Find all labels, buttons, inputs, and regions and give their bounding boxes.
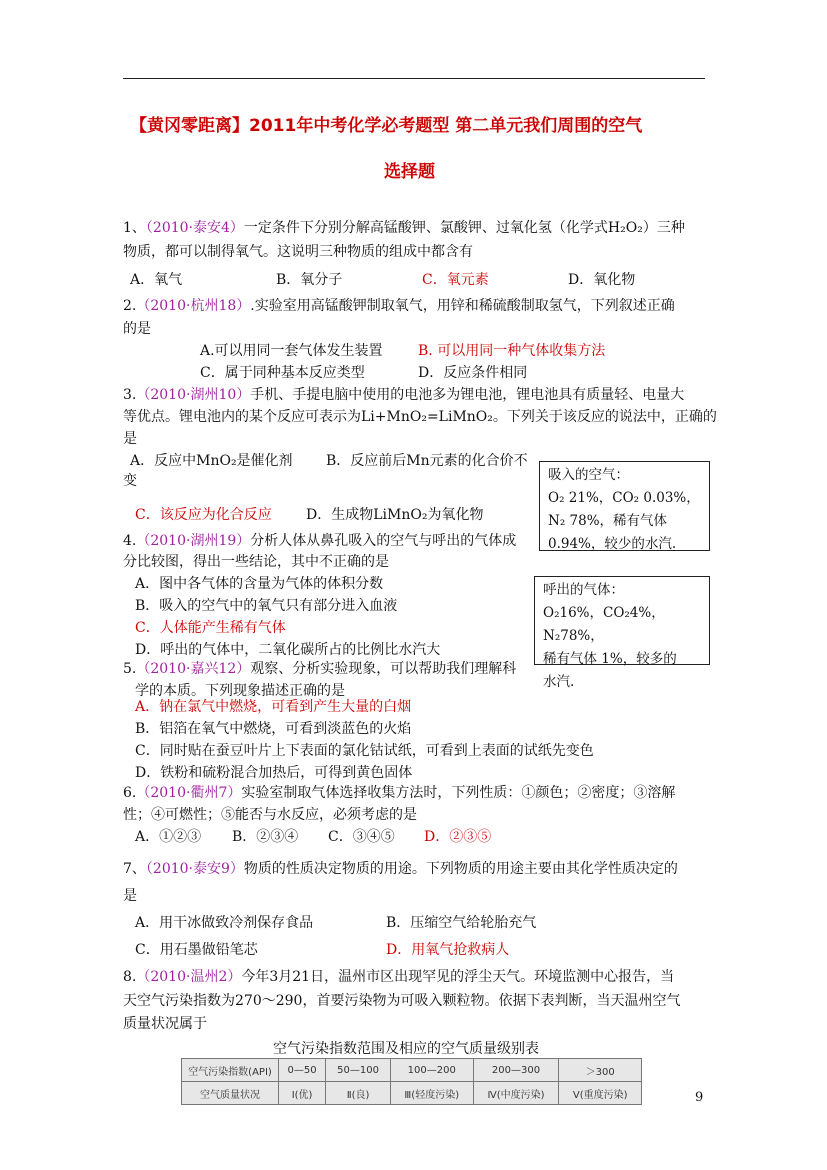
exhaled-air-line: 水汽. (543, 674, 575, 690)
table-row (182, 1059, 642, 1082)
header-rule (123, 78, 705, 79)
section-subtitle: 选择题 (384, 162, 435, 182)
question-8-line-1: 8.（2010·温州2）今年3月21日，温州市区出现罕见的浮尘天气。环境监测中心报告，当 (123, 969, 675, 985)
q2-option-d: D．反应条件相同 (418, 365, 528, 381)
q2-option-b: B. 可以用同一种气体收集方法 (418, 343, 606, 359)
inhaled-air-line: 0.94%，较少的水汽. (548, 536, 677, 552)
table-cell: Ⅲ(轻度污染) (390, 1082, 473, 1105)
question-7-line-2: 是 (123, 888, 137, 904)
table-cell: 0—50 (279, 1059, 326, 1082)
q5-option-c: C．同时贴在蚕豆叶片上下表面的氯化钴试纸，可看到上表面的试纸先变色 (135, 743, 594, 759)
q3-option-b-continued: 变 (123, 473, 137, 489)
page-number: 9 (695, 1090, 704, 1105)
question-7-line-1: 7、（2010·泰安9）物质的性质决定物质的用途。下列物质的用途主要由其化学性质决定的 (123, 861, 678, 877)
q1-option-c: C．氧元素 (422, 272, 489, 288)
table-cell: Ⅱ(良) (326, 1082, 391, 1105)
question-2-line-2: 的是 (123, 321, 151, 337)
q3-option-b: B．反应前后Mn元素的化合价不 (326, 453, 528, 469)
air-quality-table (181, 1058, 642, 1105)
q4-option-a: A．图中各气体的含量为气体的体积分数 (135, 576, 384, 592)
table-row (182, 1082, 642, 1105)
exhaled-air-line: 稀有气体 1%，较多的 (543, 651, 677, 667)
q4-option-c: C．人体能产生稀有气体 (135, 620, 286, 636)
q5-option-a: A．钠在氯气中燃烧，可看到产生大量的白烟 (135, 699, 412, 715)
inhaled-air-line: O₂ 21%，CO₂ 0.03%， (548, 490, 700, 506)
question-5-line-2: 学的本质。下列现象描述正确的是 (135, 683, 345, 699)
q7-option-a: A．用干冰做致冷剂保存食品 (135, 915, 314, 931)
exhaled-air-line: 呼出的气体： (543, 582, 624, 598)
inhaled-air-box (539, 461, 710, 551)
question-3-line-3: 是 (123, 431, 137, 447)
q4-option-b: B．吸入的空气中的氧气只有部分进入血液 (135, 598, 398, 614)
q6-option-b: B．②③④ (232, 829, 299, 845)
question-4-line-1: 4.（2010·湖州19）分析人体从鼻孔吸入的空气与呼出的气体成 (123, 533, 517, 549)
question-4-line-2: 分比较图，得出一些结论，其中不正确的是 (123, 554, 389, 570)
q1-option-b: B．氧分子 (276, 272, 343, 288)
q6-option-a: A．①②③ (135, 829, 202, 845)
table-cell: 空气污染指数(API) (182, 1059, 279, 1082)
question-6-line-2: 性；④可燃性；⑤能否与水反应，必须考虑的是 (123, 807, 417, 823)
question-8-line-3: 质量状况属于 (123, 1016, 207, 1032)
table-cell: 100—200 (390, 1059, 473, 1082)
table-cell: 空气质量状况 (182, 1082, 279, 1105)
question-1-line-1: 1、（2010·泰安4）一定条件下分别分解高锰酸钾、氯酸钾、过氧化氢（化学式H₂O₂）三种 (123, 220, 685, 236)
q1-option-d: D．氧化物 (568, 272, 636, 288)
exhaled-air-line: O₂16%，CO₂4%，N₂78%， (543, 605, 665, 644)
inhaled-air-line: N₂ 78%，稀有气体 (548, 513, 668, 529)
table-cell: Ⅳ(中度污染) (473, 1082, 559, 1105)
q7-option-d: D．用氧气抢救病人 (386, 942, 510, 958)
q6-option-d: D．②③⑤ (424, 829, 492, 845)
table-cell: ＞300 (559, 1059, 642, 1082)
q7-option-b: B．压缩空气给轮胎充气 (386, 915, 537, 931)
question-1-line-2: 物质，都可以制得氧气。这说明三种物质的组成中都含有 (123, 244, 473, 260)
table-caption: 空气污染指数范围及相应的空气质量级别表 (273, 1041, 539, 1057)
question-3-line-1: 3.（2010·湖州10）手机、手提电脑中使用的电池多为锂电池，锂电池具有质量轻、电量大 (123, 387, 685, 403)
table-cell: 50—100 (326, 1059, 391, 1082)
q7-option-c: C．用石墨做铅笔芯 (135, 942, 258, 958)
question-2-line-1: 2.（2010·杭州18）.实验室用高锰酸钾制取氧气，用锌和稀硫酸制取氢气，下列叙述正确 (123, 298, 675, 314)
q5-option-d: D．铁粉和硫粉混合加热后，可得到黄色固体 (135, 765, 413, 781)
q1-option-a: A．氧气 (130, 272, 183, 288)
q6-option-c: C．③④⑤ (328, 829, 395, 845)
table-cell: Ⅴ(重度污染) (559, 1082, 642, 1105)
question-3-line-2: 等优点。锂电池内的某个反应可表示为Li+MnO₂=LiMnO₂。下列关于该反应的说法中，正确的 (123, 409, 717, 425)
q3-option-d: D．生成物LiMnO₂为氧化物 (306, 507, 484, 523)
question-8-line-2: 天空气污染指数为270～290，首要污染物为可吸入颗粒物。依据下表判断，当天温州空气 (123, 993, 681, 1009)
q2-option-a: A.可以用同一套气体发生装置 (200, 343, 383, 359)
q4-option-d: D．呼出的气体中，二氧化碳所占的比例比水汽大 (135, 642, 441, 658)
question-6-line-1: 6.（2010·衢州7）实验室制取气体选择收集方法时，下列性质：①颜色；②密度；③溶解 (123, 785, 676, 801)
inhaled-air-line: 吸入的空气： (548, 467, 629, 483)
q3-option-c: C．该反应为化合反应 (135, 507, 272, 523)
table-cell: 200—300 (473, 1059, 559, 1082)
q5-option-b: B．铝箔在氧气中燃烧，可看到淡蓝色的火焰 (135, 721, 412, 737)
q2-option-c: C．属于同种基本反应类型 (200, 365, 365, 381)
page-title: 【黄冈零距离】2011年中考化学必考题型 第二单元我们周围的空气 (130, 116, 643, 136)
q3-option-a: A．反应中MnO₂是催化剂 (130, 453, 293, 469)
table-cell: Ⅰ(优) (279, 1082, 326, 1105)
question-5-line-1: 5.（2010·嘉兴12）观察、分析实验现象，可以帮助我们理解科 (123, 661, 517, 677)
exhaled-air-box (534, 576, 710, 690)
